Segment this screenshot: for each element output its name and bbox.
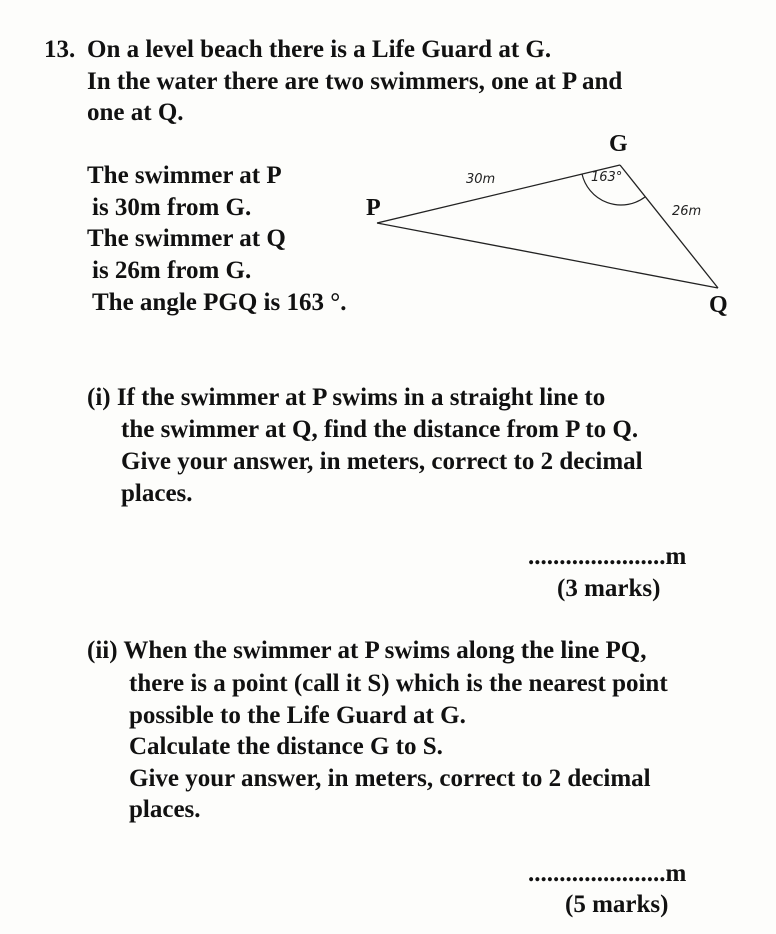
angle-label: 163° <box>591 170 623 185</box>
side-gq <box>620 165 718 288</box>
part-i-answer-line: ......................m <box>528 543 687 570</box>
part-ii-line-2: there is a point (call it S) which is the nearest point <box>129 670 668 697</box>
side-pq <box>377 223 718 288</box>
part-i-line-2: the swimmer at Q, find the distance from P to Q. <box>121 416 639 443</box>
side-pg-label: 30m <box>466 172 496 187</box>
part-i-line-3: Give your answer, in meters, correct to 2 decimal <box>121 448 643 475</box>
given-line-1: The swimmer at P <box>87 162 282 189</box>
side-pg <box>377 165 623 223</box>
part-i-line-1: (i) If the swimmer at P swims in a straight line to <box>87 384 606 411</box>
intro-line-2: In the water there are two swimmers, one at P and <box>87 68 623 95</box>
part-ii-line-3: possible to the Life Guard at G. <box>129 702 466 729</box>
part-i-marks: (3 marks) <box>557 575 661 602</box>
part-i-line-4: places. <box>121 480 193 507</box>
part-ii-marks: (5 marks) <box>565 891 669 918</box>
given-line-2: is 30m from G. <box>92 194 252 221</box>
question-number: 13. <box>44 36 76 63</box>
part-ii-line-4: Calculate the distance G to S. <box>129 733 443 760</box>
part-ii-line-1: (ii) When the swimmer at P swims along the line PQ, <box>87 637 647 664</box>
given-line-4: is 26m from G. <box>92 257 252 284</box>
part-ii-answer-line: ......................m <box>528 860 687 887</box>
intro-line-3: one at Q. <box>87 99 184 126</box>
part-ii-line-5: Give your answer, in meters, correct to 2 decimal <box>129 765 651 792</box>
given-line-5: The angle PGQ is 163 °. <box>92 289 347 316</box>
vertex-q-label: Q <box>709 292 728 318</box>
part-ii-line-6: places. <box>129 796 201 823</box>
given-line-3: The swimmer at Q <box>87 225 286 252</box>
vertex-p-label: P <box>366 195 381 221</box>
vertex-g-label: G <box>609 131 628 157</box>
intro-line-1: On a level beach there is a Life Guard at G. <box>87 36 552 63</box>
side-gq-label: 26m <box>672 204 702 219</box>
